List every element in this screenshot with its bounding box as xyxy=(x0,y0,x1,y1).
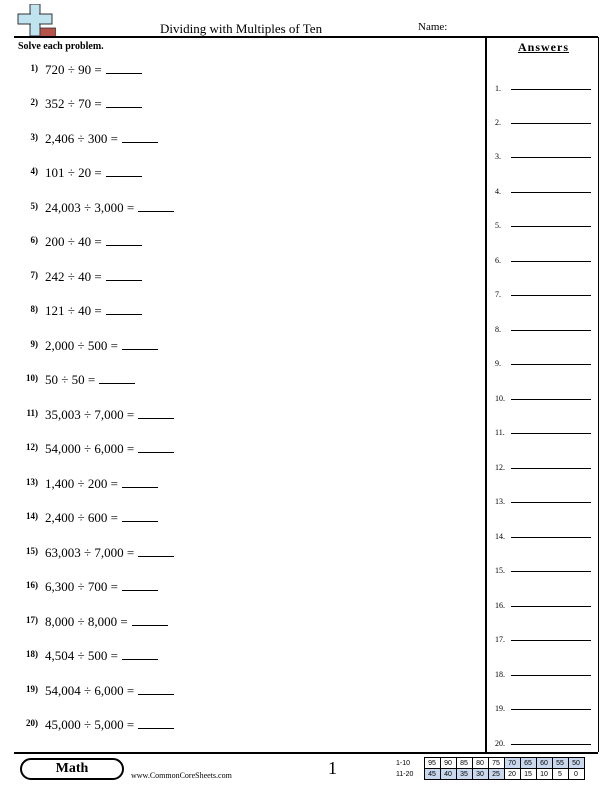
problem-text xyxy=(45,62,142,78)
score-cell: 40 xyxy=(440,769,456,780)
subject-badge: Math xyxy=(20,758,124,780)
answer-blank[interactable] xyxy=(106,167,142,177)
score-row xyxy=(396,769,584,780)
problem-text xyxy=(45,614,168,630)
answer-line[interactable] xyxy=(511,709,591,710)
problem-number: 9) xyxy=(30,339,38,349)
answer-blank[interactable] xyxy=(122,478,158,488)
problem-expression: 2,400 ÷ 600 = xyxy=(45,510,118,525)
answer-row xyxy=(495,630,591,644)
answer-number: 18. xyxy=(495,670,505,679)
answer-number: 19. xyxy=(495,704,505,713)
problem-expression: 35,003 ÷ 7,000 = xyxy=(45,407,135,422)
answer-line[interactable] xyxy=(511,330,591,331)
problem-number: 14) xyxy=(26,511,38,521)
answer-line[interactable] xyxy=(511,89,591,90)
score-cell: 20 xyxy=(504,769,520,780)
answers-panel xyxy=(489,37,599,752)
score-cell: 45 xyxy=(424,769,440,780)
score-cell: 0 xyxy=(568,769,584,780)
problem-expression: 101 ÷ 20 = xyxy=(45,165,102,180)
problem-expression: 242 ÷ 40 = xyxy=(45,269,102,284)
answer-row xyxy=(495,423,591,437)
answer-row xyxy=(495,113,591,127)
problem-number: 4) xyxy=(30,166,38,176)
footer-divider xyxy=(14,752,598,754)
problem-expression: 63,003 ÷ 7,000 = xyxy=(45,545,135,560)
problem-expression: 6,300 ÷ 700 = xyxy=(45,579,118,594)
problem-number: 10) xyxy=(26,373,38,383)
answer-row xyxy=(495,699,591,713)
problem-number: 13) xyxy=(26,477,38,487)
answer-line[interactable] xyxy=(511,537,591,538)
problem-number: 3) xyxy=(30,132,38,142)
problem-number: 7) xyxy=(30,270,38,280)
problem-expression: 121 ÷ 40 = xyxy=(45,303,102,318)
problem-text xyxy=(45,96,142,112)
problem-text xyxy=(45,200,174,216)
score-cell: 50 xyxy=(568,758,584,769)
answer-blank[interactable] xyxy=(106,98,142,108)
answer-number: 17. xyxy=(495,635,505,644)
answer-number: 4. xyxy=(495,187,501,196)
answer-number: 2. xyxy=(495,118,501,127)
answer-row xyxy=(495,182,591,196)
answer-line[interactable] xyxy=(511,123,591,124)
problem-expression: 1,400 ÷ 200 = xyxy=(45,476,118,491)
answer-row xyxy=(495,596,591,610)
score-cell: 90 xyxy=(440,758,456,769)
answer-line[interactable] xyxy=(511,295,591,296)
problem-number: 15) xyxy=(26,546,38,556)
score-cell: 10 xyxy=(536,769,552,780)
answer-blank[interactable] xyxy=(106,271,142,281)
answer-line[interactable] xyxy=(511,192,591,193)
answer-number: 15. xyxy=(495,566,505,575)
problem-expression: 45,000 ÷ 5,000 = xyxy=(45,717,135,732)
score-cell: 35 xyxy=(456,769,472,780)
problem-text xyxy=(45,648,158,664)
answer-number: 9. xyxy=(495,359,501,368)
problem-number: 8) xyxy=(30,304,38,314)
problem-text xyxy=(45,545,174,561)
problem-number: 11) xyxy=(26,408,38,418)
answer-number: 11. xyxy=(495,428,505,437)
answer-blank[interactable] xyxy=(122,581,158,591)
problem-number: 2) xyxy=(30,97,38,107)
problem-expression: 4,504 ÷ 500 = xyxy=(45,648,118,663)
problem-text xyxy=(45,303,142,319)
answer-row xyxy=(495,79,591,93)
answer-row xyxy=(495,285,591,299)
answer-number: 7. xyxy=(495,290,501,299)
answer-row xyxy=(495,665,591,679)
problem-expression: 720 ÷ 90 = xyxy=(45,62,102,77)
score-cell: 80 xyxy=(472,758,488,769)
instructions: Solve each problem. xyxy=(18,41,104,52)
column-divider xyxy=(485,37,487,752)
answer-line[interactable] xyxy=(511,261,591,262)
problem-text xyxy=(45,476,158,492)
answer-row xyxy=(495,561,591,575)
problem-text xyxy=(45,407,174,423)
problem-number: 12) xyxy=(26,442,38,452)
answer-blank[interactable] xyxy=(122,133,158,143)
answer-number: 13. xyxy=(495,497,505,506)
answer-number: 10. xyxy=(495,394,505,403)
answer-blank[interactable] xyxy=(138,443,174,453)
score-row xyxy=(396,758,584,769)
score-row-label: 1-10 xyxy=(396,759,411,767)
worksheet-title: Dividing with Multiples of Ten xyxy=(160,21,323,36)
problem-expression: 50 ÷ 50 = xyxy=(45,372,96,387)
answer-line[interactable] xyxy=(511,675,591,676)
problem-expression: 54,000 ÷ 6,000 = xyxy=(45,441,135,456)
problem-number: 1) xyxy=(30,63,38,73)
score-cell: 25 xyxy=(488,769,504,780)
answer-line[interactable] xyxy=(511,433,591,434)
answer-blank[interactable] xyxy=(132,616,168,626)
answer-blank[interactable] xyxy=(138,409,174,419)
problem-expression: 352 ÷ 70 = xyxy=(45,96,102,111)
answer-line[interactable] xyxy=(511,226,591,227)
answer-line[interactable] xyxy=(511,364,591,365)
answer-row xyxy=(495,251,591,265)
answer-line[interactable] xyxy=(511,606,591,607)
answer-line[interactable] xyxy=(511,502,591,503)
problem-text xyxy=(45,510,158,526)
score-cell: 70 xyxy=(504,758,520,769)
answer-line[interactable] xyxy=(511,399,591,400)
answer-line[interactable] xyxy=(511,640,591,641)
answer-number: 12. xyxy=(495,463,505,472)
answer-blank[interactable] xyxy=(138,547,174,557)
answer-blank[interactable] xyxy=(138,719,174,729)
score-cell: 65 xyxy=(520,758,536,769)
answer-number: 1. xyxy=(495,84,501,93)
answer-row xyxy=(495,527,591,541)
answer-line[interactable] xyxy=(511,468,591,469)
answer-line[interactable] xyxy=(511,157,591,158)
problem-text xyxy=(45,165,142,181)
answer-row xyxy=(495,734,591,748)
problem-text xyxy=(45,372,135,388)
score-cell: 85 xyxy=(456,758,472,769)
answer-number: 8. xyxy=(495,325,501,334)
problem-text xyxy=(45,579,158,595)
answer-number: 5. xyxy=(495,221,501,230)
answer-blank[interactable] xyxy=(106,236,142,246)
problem-text xyxy=(45,131,158,147)
answer-blank[interactable] xyxy=(99,374,135,384)
website-link[interactable]: www.CommonCoreSheets.com xyxy=(131,771,232,780)
problem-number: 5) xyxy=(30,201,38,211)
problem-number: 16) xyxy=(26,580,38,590)
problem-number: 18) xyxy=(26,649,38,659)
problem-text xyxy=(45,269,142,285)
answer-row xyxy=(495,389,591,403)
score-row-label: 11-20 xyxy=(396,770,414,778)
answer-number: 16. xyxy=(495,601,505,610)
score-cell: 75 xyxy=(488,758,504,769)
problem-text xyxy=(45,683,174,699)
answer-number: 3. xyxy=(495,152,501,161)
score-cell: 5 xyxy=(552,769,568,780)
answer-blank[interactable] xyxy=(138,202,174,212)
score-cell: 15 xyxy=(520,769,536,780)
answer-line[interactable] xyxy=(511,744,591,745)
problem-expression: 24,003 ÷ 3,000 = xyxy=(45,200,135,215)
name-label: Name: xyxy=(418,21,448,33)
answer-number: 14. xyxy=(495,532,505,541)
answer-row xyxy=(495,147,591,161)
problem-expression: 200 ÷ 40 = xyxy=(45,234,102,249)
problem-text xyxy=(45,234,142,250)
problem-expression: 2,406 ÷ 300 = xyxy=(45,131,118,146)
problem-text xyxy=(45,338,158,354)
answer-row xyxy=(495,320,591,334)
problem-expression: 2,000 ÷ 500 = xyxy=(45,338,118,353)
problem-number: 6) xyxy=(30,235,38,245)
score-cell: 55 xyxy=(552,758,568,769)
answer-row xyxy=(495,216,591,230)
answer-number: 6. xyxy=(495,256,501,265)
answer-line[interactable] xyxy=(511,571,591,572)
answer-blank[interactable] xyxy=(122,650,158,660)
problem-text xyxy=(45,717,174,733)
problem-number: 17) xyxy=(26,615,38,625)
answer-row xyxy=(495,492,591,506)
score-cell: 30 xyxy=(472,769,488,780)
answer-blank[interactable] xyxy=(106,305,142,315)
problem-text xyxy=(45,441,174,457)
answer-blank[interactable] xyxy=(106,64,142,74)
answer-number: 20. xyxy=(495,739,505,748)
answer-row xyxy=(495,458,591,472)
problem-number: 20) xyxy=(26,718,38,728)
score-cell: 95 xyxy=(424,758,440,769)
answer-blank[interactable] xyxy=(122,512,158,522)
answers-title: Answers xyxy=(518,40,569,54)
plus-logo-icon xyxy=(16,4,56,38)
score-table xyxy=(396,757,585,780)
page-number: 1 xyxy=(328,758,337,778)
problem-expression: 8,000 ÷ 8,000 = xyxy=(45,614,128,629)
problem-number: 19) xyxy=(26,684,38,694)
answer-blank[interactable] xyxy=(138,685,174,695)
answer-row xyxy=(495,354,591,368)
score-cell: 60 xyxy=(536,758,552,769)
answer-blank[interactable] xyxy=(122,340,158,350)
problem-expression: 54,004 ÷ 6,000 = xyxy=(45,683,135,698)
